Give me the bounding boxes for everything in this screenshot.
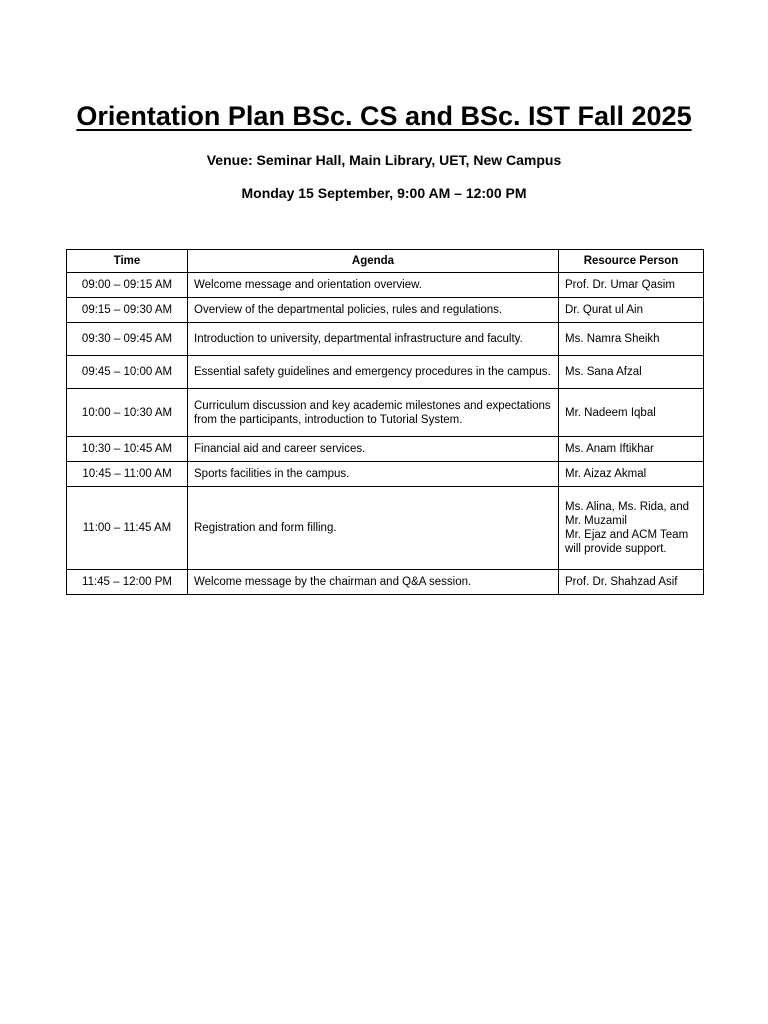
row-time: 11:00 – 11:45 AM — [67, 487, 188, 570]
row-agenda: Overview of the departmental policies, rules and regulations. — [188, 298, 559, 323]
row-agenda: Essential safety guidelines and emergency procedures in the campus. — [188, 356, 559, 389]
row-time: 10:00 – 10:30 AM — [67, 389, 188, 437]
header-time: Time — [67, 250, 188, 273]
table-row — [67, 356, 704, 389]
row-time: 09:15 – 09:30 AM — [67, 298, 188, 323]
header-agenda: Agenda — [188, 250, 559, 273]
row-resource-person — [559, 487, 704, 570]
page-title — [0, 98, 768, 134]
table-row — [67, 437, 704, 462]
table-row — [67, 323, 704, 356]
row-time: 10:45 – 11:00 AM — [67, 462, 188, 487]
row-agenda: Financial aid and career services. — [188, 437, 559, 462]
resource-person-line: Mr. Ejaz and ACM Team will provide support. — [565, 529, 689, 555]
row-time: 09:00 – 09:15 AM — [67, 273, 188, 298]
table-row — [67, 273, 704, 298]
table-row — [67, 487, 704, 570]
row-time: 09:45 – 10:00 AM — [67, 356, 188, 389]
table-row — [67, 389, 704, 437]
table-header-row — [67, 250, 704, 273]
row-time: 11:45 – 12:00 PM — [67, 570, 188, 595]
table-row — [67, 570, 704, 595]
header-resource-person: Resource Person — [559, 250, 704, 273]
row-resource-person: Mr. Nadeem Iqbal — [559, 389, 704, 437]
row-resource-person: Mr. Aizaz Akmal — [559, 462, 704, 487]
row-agenda: Sports facilities in the campus. — [188, 462, 559, 487]
row-resource-person: Prof. Dr. Shahzad Asif — [559, 570, 704, 595]
row-agenda: Registration and form filling. — [188, 487, 559, 570]
row-resource-person: Ms. Sana Afzal — [559, 356, 704, 389]
page-title-text: Orientation Plan BSc. CS and BSc. IST Fall 2025 — [76, 101, 692, 131]
schedule-table — [66, 249, 704, 595]
row-resource-person: Prof. Dr. Umar Qasim — [559, 273, 704, 298]
row-agenda: Curriculum discussion and key academic milestones and expectations from the participants, introduction to Tutorial System. — [188, 389, 559, 437]
row-agenda: Welcome message by the chairman and Q&A session. — [188, 570, 559, 595]
row-resource-person: Ms. Namra Sheikh — [559, 323, 704, 356]
resource-person-line: Ms. Alina, Ms. Rida, and Mr. Muzamil — [565, 501, 689, 527]
row-time: 09:30 – 09:45 AM — [67, 323, 188, 356]
table-row — [67, 298, 704, 323]
table-row — [67, 462, 704, 487]
row-resource-person: Ms. Anam Iftikhar — [559, 437, 704, 462]
row-agenda: Welcome message and orientation overview. — [188, 273, 559, 298]
row-time: 10:30 – 10:45 AM — [67, 437, 188, 462]
date-line: Monday 15 September, 9:00 AM – 12:00 PM — [241, 185, 527, 201]
row-resource-person: Dr. Qurat ul Ain — [559, 298, 704, 323]
venue-line: Venue: Seminar Hall, Main Library, UET, New Campus — [206, 152, 562, 168]
row-agenda: Introduction to university, departmental infrastructure and faculty. — [188, 323, 559, 356]
